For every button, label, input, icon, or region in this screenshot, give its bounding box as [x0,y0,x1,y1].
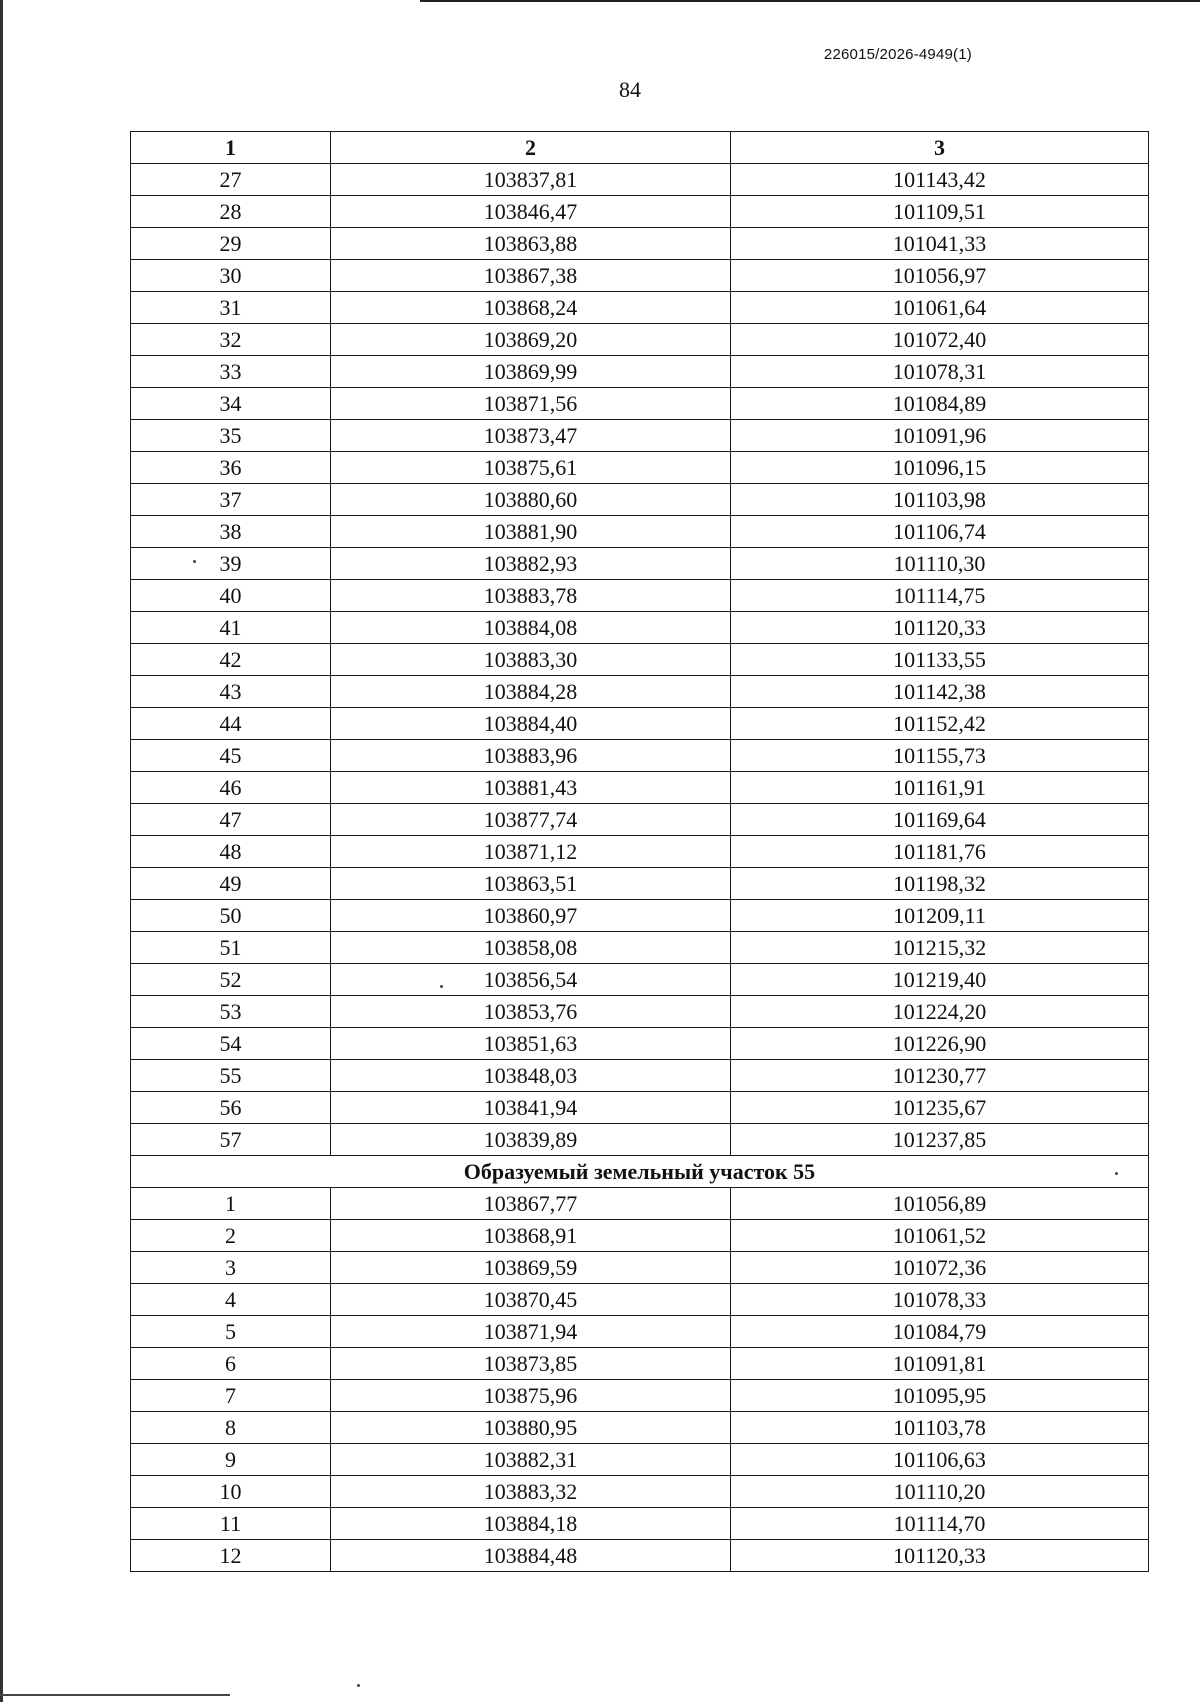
table-row [131,1188,1149,1220]
coordinate-x-cell: 103867,38 [331,260,731,292]
coordinate-x-cell: 103883,78 [331,580,731,612]
table-row [131,900,1149,932]
coordinate-y-cell: 101237,85 [731,1124,1149,1156]
point-number-cell: 37 [131,484,331,516]
coordinate-x-cell: 103871,94 [331,1316,731,1348]
point-number-cell: 32 [131,324,331,356]
scan-speck [440,985,443,988]
table-row [131,1316,1149,1348]
table-row [131,932,1149,964]
coordinate-x-cell: 103873,85 [331,1348,731,1380]
coordinate-x-cell: 103880,95 [331,1412,731,1444]
point-number-cell: 53 [131,996,331,1028]
coordinate-x-cell: 103868,91 [331,1220,731,1252]
table-row [131,1540,1149,1572]
coordinate-x-cell: 103875,61 [331,452,731,484]
coordinates-table [130,131,1149,1572]
coordinate-x-cell: 103839,89 [331,1124,731,1156]
point-number-cell: 5 [131,1316,331,1348]
coordinate-y-cell: 101095,95 [731,1380,1149,1412]
coordinate-x-cell: 103863,51 [331,868,731,900]
point-number-cell: 45 [131,740,331,772]
coordinate-y-cell: 101084,79 [731,1316,1149,1348]
table-row [131,324,1149,356]
table-row [131,740,1149,772]
table-row [131,1284,1149,1316]
coordinate-y-cell: 101230,77 [731,1060,1149,1092]
table-row [131,1380,1149,1412]
coordinate-y-cell: 101106,74 [731,516,1149,548]
point-number-cell: 27 [131,164,331,196]
coordinate-y-cell: 101078,33 [731,1284,1149,1316]
point-number-cell: 41 [131,612,331,644]
point-number-cell: 3 [131,1252,331,1284]
table-row [131,708,1149,740]
point-number-cell: 9 [131,1444,331,1476]
column-header-x: 2 [331,132,731,164]
coordinate-y-cell: 101219,40 [731,964,1149,996]
table-row [131,644,1149,676]
coordinate-x-cell: 103884,18 [331,1508,731,1540]
coordinate-x-cell: 103860,97 [331,900,731,932]
point-number-cell: 48 [131,836,331,868]
scan-edge-top [420,0,1200,2]
scan-speck [357,1684,360,1687]
coordinate-y-cell: 101215,32 [731,932,1149,964]
coordinate-x-cell: 103868,24 [331,292,731,324]
coordinate-x-cell: 103881,90 [331,516,731,548]
point-number-cell: 28 [131,196,331,228]
coordinate-y-cell: 101161,91 [731,772,1149,804]
table-header-row [131,132,1149,164]
coordinate-x-cell: 103853,76 [331,996,731,1028]
coordinate-y-cell: 101226,90 [731,1028,1149,1060]
table-row [131,196,1149,228]
table-row [131,1252,1149,1284]
coordinate-x-cell: 103856,54 [331,964,731,996]
coordinate-y-cell: 101078,31 [731,356,1149,388]
coordinate-x-cell: 103837,81 [331,164,731,196]
table-row [131,1348,1149,1380]
table-row [131,1476,1149,1508]
table-row [131,260,1149,292]
scan-edge-left [0,0,3,1702]
coordinate-y-cell: 101091,81 [731,1348,1149,1380]
table-row [131,1092,1149,1124]
coordinate-y-cell: 101142,38 [731,676,1149,708]
coordinate-y-cell: 101103,98 [731,484,1149,516]
point-number-cell: 30 [131,260,331,292]
coordinate-y-cell: 101110,30 [731,548,1149,580]
point-number-cell: 36 [131,452,331,484]
coordinate-x-cell: 103883,32 [331,1476,731,1508]
point-number-cell: 4 [131,1284,331,1316]
coordinate-y-cell: 101181,76 [731,836,1149,868]
coordinate-x-cell: 103858,08 [331,932,731,964]
column-header-y: 3 [731,132,1149,164]
table-row [131,964,1149,996]
table-row [131,388,1149,420]
point-number-cell: 38 [131,516,331,548]
point-number-cell: 6 [131,1348,331,1380]
point-number-cell: 46 [131,772,331,804]
coordinate-y-cell: 101084,89 [731,388,1149,420]
table-row [131,1220,1149,1252]
coordinate-x-cell: 103863,88 [331,228,731,260]
coordinate-y-cell: 101152,42 [731,708,1149,740]
coordinate-x-cell: 103848,03 [331,1060,731,1092]
point-number-cell: 12 [131,1540,331,1572]
coordinate-x-cell: 103884,48 [331,1540,731,1572]
point-number-cell: 7 [131,1380,331,1412]
coordinates-table-container [130,131,1148,1572]
table-row [131,484,1149,516]
table-row [131,868,1149,900]
coordinate-x-cell: 103884,28 [331,676,731,708]
table-row [131,228,1149,260]
coordinate-x-cell: 103871,12 [331,836,731,868]
coordinate-x-cell: 103869,20 [331,324,731,356]
point-number-cell: 49 [131,868,331,900]
document-number: 226015/2026-4949(1) [823,46,972,63]
scan-speck [193,560,196,563]
coordinate-y-cell: 101103,78 [731,1412,1149,1444]
coordinate-y-cell: 101041,33 [731,228,1149,260]
scan-edge-bottom [0,1694,230,1696]
coordinate-x-cell: 103883,96 [331,740,731,772]
coordinate-x-cell: 103869,59 [331,1252,731,1284]
coordinate-y-cell: 101120,33 [731,1540,1149,1572]
section-title: Образуемый земельный участок 55 [131,1156,1149,1188]
point-number-cell: 35 [131,420,331,452]
point-number-cell: 44 [131,708,331,740]
coordinate-y-cell: 101209,11 [731,900,1149,932]
coordinate-x-cell: 103841,94 [331,1092,731,1124]
point-number-cell: 31 [131,292,331,324]
section-title-row [131,1156,1149,1188]
point-number-cell: 2 [131,1220,331,1252]
point-number-cell: 40 [131,580,331,612]
coordinate-x-cell: 103869,99 [331,356,731,388]
coordinate-x-cell: 103882,93 [331,548,731,580]
point-number-cell: 51 [131,932,331,964]
coordinate-y-cell: 101133,55 [731,644,1149,676]
point-number-cell: 1 [131,1188,331,1220]
point-number-cell: 50 [131,900,331,932]
point-number-cell: 56 [131,1092,331,1124]
table-row [131,1444,1149,1476]
coordinate-x-cell: 103873,47 [331,420,731,452]
point-number-cell: 57 [131,1124,331,1156]
scan-speck [1115,1172,1118,1175]
point-number-cell: 39 [131,548,331,580]
table-row [131,516,1149,548]
coordinate-x-cell: 103851,63 [331,1028,731,1060]
coordinate-x-cell: 103884,08 [331,612,731,644]
table-row [131,292,1149,324]
coordinate-y-cell: 101056,89 [731,1188,1149,1220]
coordinate-y-cell: 101072,36 [731,1252,1149,1284]
column-header-point: 1 [131,132,331,164]
table-row [131,1028,1149,1060]
coordinate-x-cell: 103883,30 [331,644,731,676]
coordinate-y-cell: 101091,96 [731,420,1149,452]
coordinate-y-cell: 101120,33 [731,612,1149,644]
point-number-cell: 52 [131,964,331,996]
coordinate-y-cell: 101056,97 [731,260,1149,292]
coordinate-y-cell: 101114,75 [731,580,1149,612]
table-row [131,420,1149,452]
point-number-cell: 10 [131,1476,331,1508]
coordinate-x-cell: 103881,43 [331,772,731,804]
table-row [131,836,1149,868]
point-number-cell: 47 [131,804,331,836]
coordinate-x-cell: 103871,56 [331,388,731,420]
table-row [131,1508,1149,1540]
coordinate-y-cell: 101198,32 [731,868,1149,900]
coordinate-y-cell: 101061,52 [731,1220,1149,1252]
page-number: 84 [619,77,641,102]
coordinate-y-cell: 101169,64 [731,804,1149,836]
coordinate-x-cell: 103867,77 [331,1188,731,1220]
coordinate-y-cell: 101114,70 [731,1508,1149,1540]
coordinate-y-cell: 101061,64 [731,292,1149,324]
table-row [131,1060,1149,1092]
coordinate-y-cell: 101155,73 [731,740,1149,772]
table-row [131,804,1149,836]
point-number-cell: 55 [131,1060,331,1092]
coordinate-y-cell: 101072,40 [731,324,1149,356]
coordinate-y-cell: 101106,63 [731,1444,1149,1476]
coordinate-y-cell: 101096,15 [731,452,1149,484]
coordinate-x-cell: 103877,74 [331,804,731,836]
table-row [131,1412,1149,1444]
point-number-cell: 29 [131,228,331,260]
table-row [131,356,1149,388]
coordinate-x-cell: 103884,40 [331,708,731,740]
coordinate-y-cell: 101109,51 [731,196,1149,228]
point-number-cell: 33 [131,356,331,388]
table-row [131,452,1149,484]
table-row [131,996,1149,1028]
point-number-cell: 8 [131,1412,331,1444]
coordinate-y-cell: 101224,20 [731,996,1149,1028]
table-row [131,772,1149,804]
point-number-cell: 11 [131,1508,331,1540]
coordinate-y-cell: 101235,67 [731,1092,1149,1124]
coordinate-x-cell: 103882,31 [331,1444,731,1476]
table-row [131,164,1149,196]
coordinate-x-cell: 103870,45 [331,1284,731,1316]
point-number-cell: 34 [131,388,331,420]
coordinate-x-cell: 103880,60 [331,484,731,516]
table-row [131,1124,1149,1156]
table-row [131,548,1149,580]
table-row [131,676,1149,708]
coordinate-y-cell: 101143,42 [731,164,1149,196]
coordinate-x-cell: 103846,47 [331,196,731,228]
coordinate-x-cell: 103875,96 [331,1380,731,1412]
coordinate-y-cell: 101110,20 [731,1476,1149,1508]
point-number-cell: 42 [131,644,331,676]
point-number-cell: 43 [131,676,331,708]
table-row [131,580,1149,612]
point-number-cell: 54 [131,1028,331,1060]
table-row [131,612,1149,644]
